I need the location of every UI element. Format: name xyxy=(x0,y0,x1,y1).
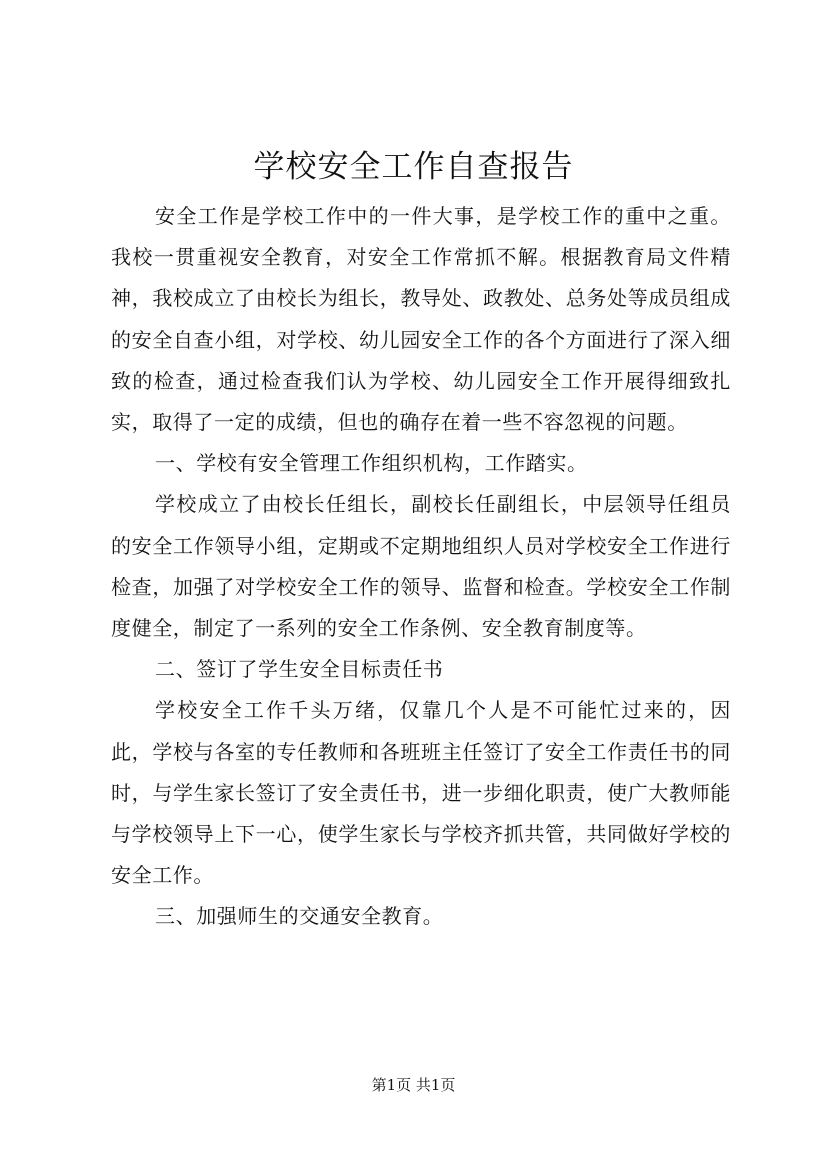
document-body xyxy=(111,196,731,938)
paragraph-intro: 安全工作是学校工作中的一件大事，是学校工作的重中之重。我校一贯重视安全教育，对安全工作常抓不解。根据教育局文件精神，我校成立了由校长为组长，教导处、政教处、总务处等成员组成的安全自查小组，对学校、幼儿园安全工作的各个方面进行了深入细致的检查，通过检查我们认为学校、幼儿园安全工作开展得细致扎实，取得了一定的成绩，但也的确存在着一些不容忽视的问题。 xyxy=(111,204,731,435)
document-title: 学校安全工作自查报告 xyxy=(253,149,574,185)
paragraph-section-1: 学校成立了由校长任组长，副校长任副组长，中层领导任组员的安全工作领导小组，定期或不定期地组织人员对学校安全工作进行检查，加强了对学校安全工作的领导、监督和检查。学校安全工作制度健全，制定了一系列的安全工作条例、安全教育制度等。 xyxy=(111,492,731,641)
paragraph-section-2: 学校安全工作千头万绪，仅靠几个人是不可能忙过来的，因此，学校与各室的专任教师和各班班主任签订了安全工作责任书的同时，与学生家长签订了安全责任书，进一步细化职责，使广大教师能与学校领导上下一心，使学生家长与学校齐抓共管，共同做好学校的安全工作。 xyxy=(111,698,731,888)
page-number-label: 第1页 共1页 xyxy=(371,1076,456,1094)
section-heading-3: 三、加强师生的交通安全教育。 xyxy=(155,904,444,929)
section-heading-2: 二、签订了学生安全目标责任书 xyxy=(155,657,444,682)
section-heading-1: 一、学校有安全管理工作组织机构，工作踏实。 xyxy=(155,451,588,476)
page-footer xyxy=(0,1074,827,1096)
